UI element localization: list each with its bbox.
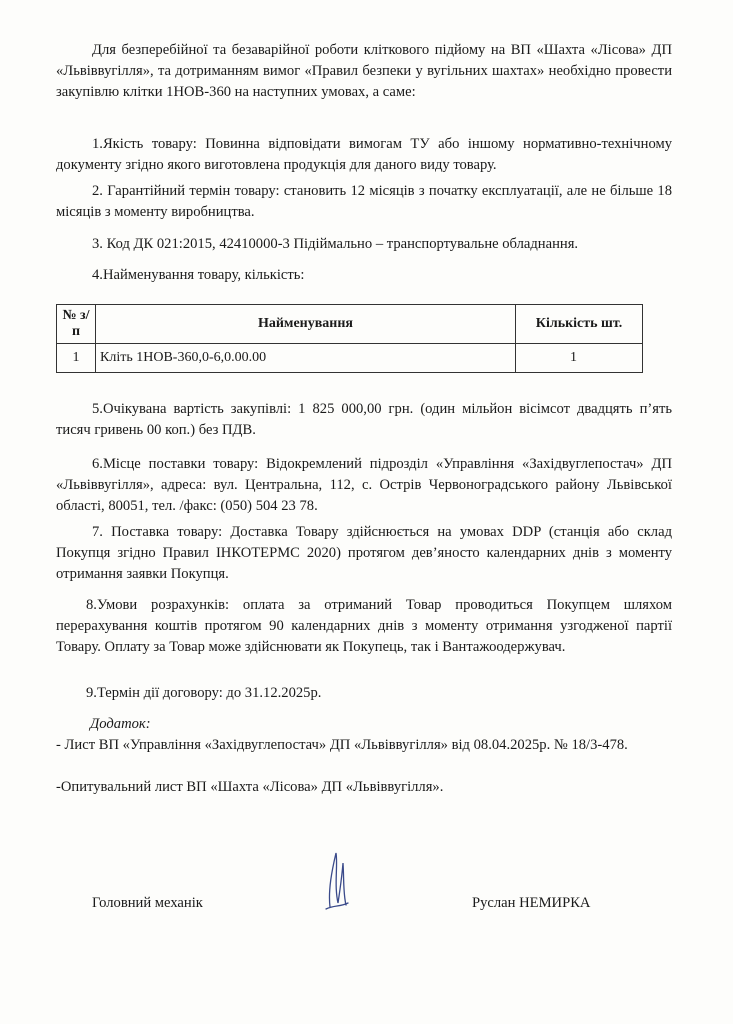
item-contract-term: 9.Термін дії договору: до 31.12.2025р. [86,685,322,701]
row-name: Кліть 1НОВ-360,0-6,0.00.00 [96,344,516,373]
item-payment: 8.Умови розрахунків: оплата за отриманий Товар проводиться Покупцем шляхом перерахування коштів протягом 90 календарних днів з моменту отримання узгодженої партії Товару. Оплату за Товар може здійснювати як Покупець, так і Вантажоодержувач. [56,597,672,655]
table-header-row [57,305,643,344]
item-cost: 5.Очікувана вартість закупівлі: 1 825 000,00 грн. (один мільйон вісімсот двадцять п’ять тисяч гривень 00 коп.) без ПДВ. [56,401,672,438]
header-name: Найменування [96,305,516,344]
item-code: 3. Код ДК 021:2015, 42410000-3 Підіймально – транспортувальне обладнання. [92,236,579,252]
item-warranty: 2. Гарантійний термін товару: становить 12 місяців з початку експлуатації, але не більше 18 місяців з моменту виробництва. [56,183,672,220]
header-no: № з/п [57,305,96,344]
goods-table [56,304,643,373]
item-quality: 1.Якість товару: Повинна відповідати вимогам ТУ або іншому нормативно-технічному документу згідно якого виготовлена продукція для даного виду товару. [56,136,672,173]
header-qty: Кількість шт. [516,305,643,344]
table-row [57,344,643,373]
attachment-line-1: - Лист ВП «Управління «Західвуглепостач» ДП «Львіввугілля» від 08.04.2025р. № 18/3-478. [56,737,628,753]
signature-scribble [316,845,356,920]
item-goods-heading: 4.Найменування товару, кількість: [92,267,305,283]
row-qty: 1 [516,344,643,373]
row-no: 1 [57,344,96,373]
signatory-position: Головний механік [92,895,203,911]
attachment-line-2: -Опитувальний лист ВП «Шахта «Лісова» ДП «Львіввугілля». [56,779,444,795]
attachments-title: Додаток: [90,716,151,732]
intro-paragraph: Для безперебійної та безаварійної роботи кліткового підйому на ВП «Шахта «Лісова» ДП «Львіввугілля», та дотриманням вимог «Правил безпеки у вугільних шахтах» необхідно провести закупівлю клітки 1НОВ-360 на наступних умовах, а саме: [56,42,672,100]
signatory-name: Руслан НЕМИРКА [472,895,591,911]
item-delivery-terms: 7. Поставка товару: Доставка Товару здійснюється на умовах DDP (станція або склад Покупця згідно Правил ІНКОТЕРМС 2020) протягом дев’яносто календарних днів з моменту отримання заявки Покупця. [56,524,672,582]
item-delivery-place: 6.Місце поставки товару: Відокремлений підрозділ «Управління «Західвуглепостач» ДП «Львіввугілля», адреса: вул. Центральна, 112, с. Острів Червоноградського району Львівської області, 80051, тел. /факс: (050) 504 23 78. [56,456,672,514]
